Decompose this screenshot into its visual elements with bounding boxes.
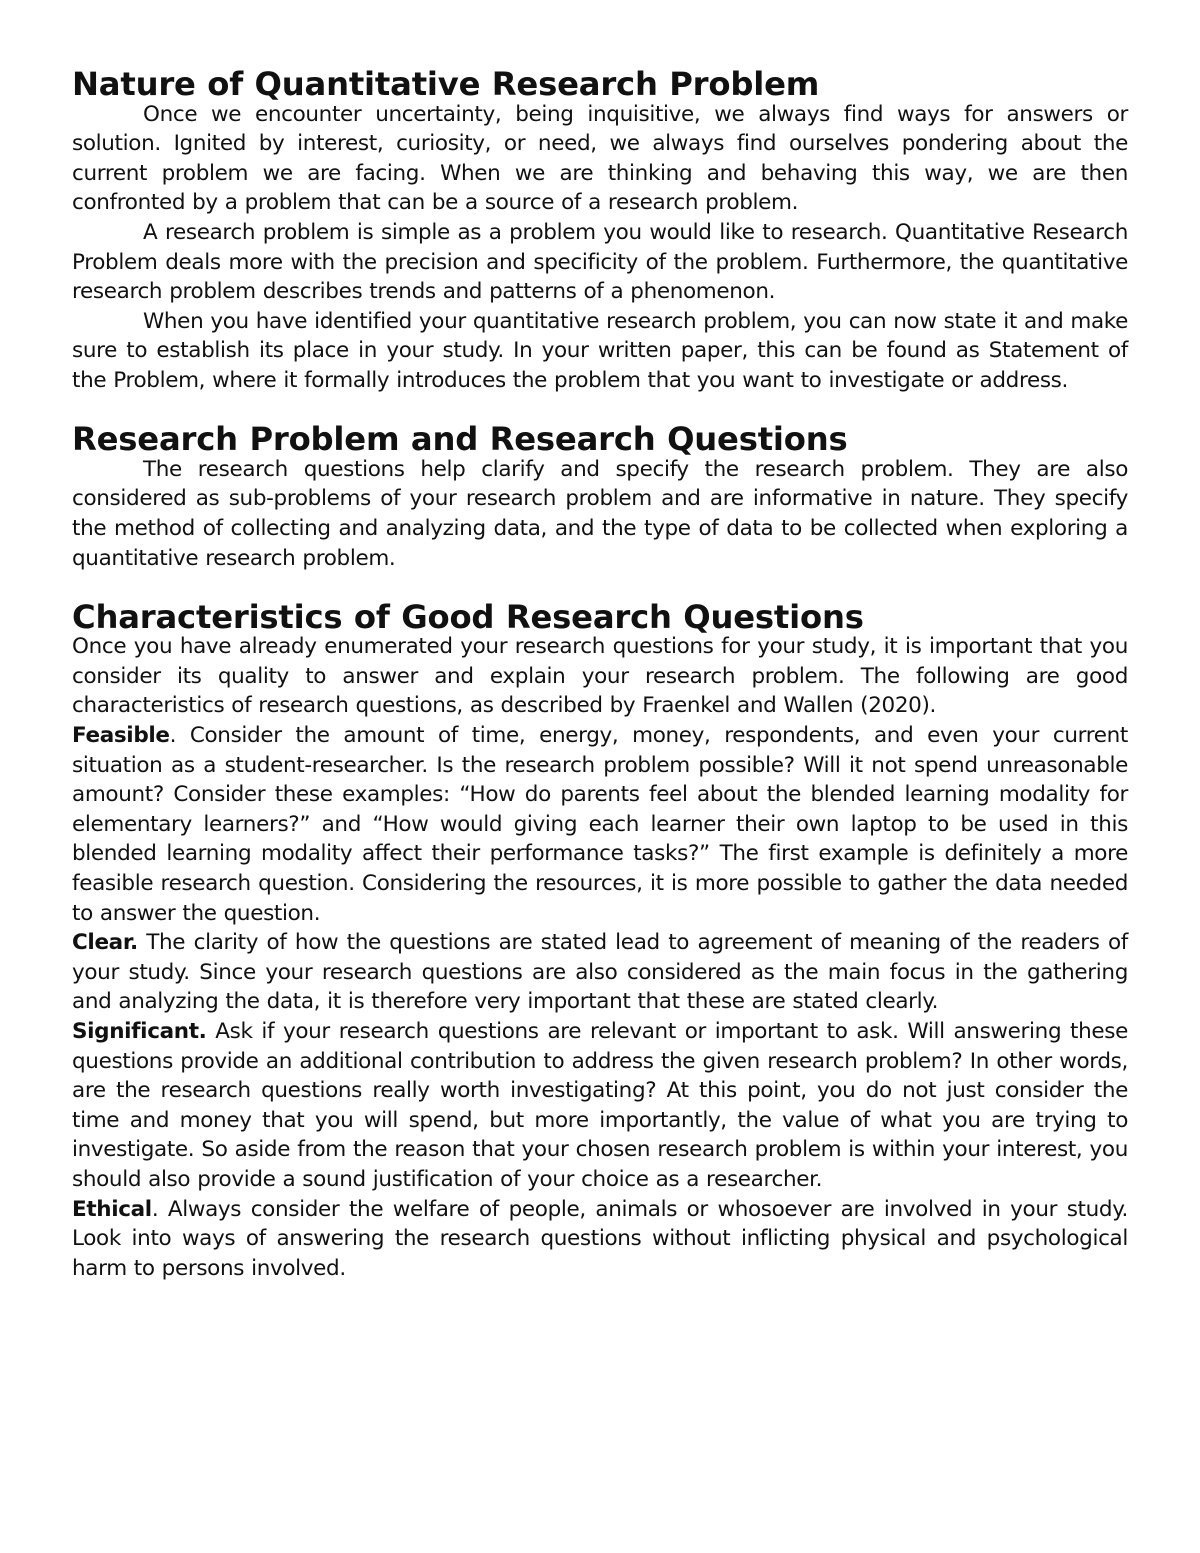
- characteristic-term: Feasible: [72, 723, 170, 749]
- section-heading-nature: Nature of Quantitative Research Problem: [72, 65, 820, 103]
- paragraph: When you have identified your quantitative research problem, you can now state it and make sure to establish its place in your study. In your written paper, this can be found as Statement of the Problem, where it formally introduces the problem that you want to investigate or address.: [72, 308, 1128, 393]
- characteristic-term: Ethical: [72, 1196, 152, 1222]
- characteristic-punct: .: [151, 1196, 159, 1222]
- paragraph: A research problem is simple as a problem you would like to research. Quantitative Research Problem deals more with the precision and specificity of the problem. Furthermore, the quantitative research problem describes trends and patterns of a phenomenon.: [72, 219, 1128, 305]
- characteristic-clear: [72, 928, 1128, 1017]
- characteristic-text: The clarity of how the questions are stated lead to agreement of meaning of the readers of your study. Since your research questions are also considered as the main focus in the gathering and analyzing the data, it is therefore very important that these are stated clearly.: [72, 930, 1128, 1015]
- paragraph: The research questions help clarify and specify the research problem. They are also considered as sub-problems of your research problem and are informative in nature. They specify the method of collecting and analyzing data, and the type of data to be collected when exploring a quantitative research problem.: [72, 456, 1128, 571]
- section-heading-research-questions: Research Problem and Research Questions: [72, 420, 848, 459]
- characteristic-term: Significant.: [72, 1019, 207, 1044]
- document-page: [72, 65, 1128, 1283]
- characteristic-ethical: [72, 1195, 1128, 1284]
- characteristic-feasible: [72, 721, 1128, 928]
- characteristic-text: Ask if your research questions are relevant or important to ask. Will answering these questions provide an additional contribution to address the given research problem? In other words, are the research questions really worth investigating? At this point, you do not just consider the time and money that you will spend, but more importantly, the value of what you are trying to investigate. So aside from the reason that your chosen research problem is within your interest, you should also provide a sound justification of your choice as a researcher.: [72, 1019, 1128, 1192]
- characteristics-intro: Once you have already enumerated your research questions for your study, it is important that you consider its quality to answer and explain your research problem. The following are good characteristics of research questions, as described by Fraenkel and Wallen (2020).: [72, 634, 1128, 719]
- characteristic-text: Consider the amount of time, energy, money, respondents, and even your current situation as a student-researcher. Is the research problem possible? Will it not spend unreasonable amount? Consider these examples: “How do parents feel about the blended learning modality for elementary learners?” and “How would giving each learner their own laptop to be used in this blended learning modality affect their performance tasks?” The first example is definitely a more feasible research question. Considering the resources, it is more possible to gather the data needed to answer the question.: [72, 723, 1128, 926]
- characteristic-significant: [72, 1017, 1128, 1195]
- paragraph: Once we encounter uncertainty, being inquisitive, we always find ways for answers or solution. Ignited by interest, curiosity, or need, we always find ourselves pondering about the current problem we are facing. When we are thinking and behaving this way, we are then confronted by a problem that can be a source of a research problem.: [72, 101, 1128, 216]
- characteristic-punct: .: [169, 723, 177, 749]
- characteristic-text: Always consider the welfare of people, animals or whosoever are involved in your study. Look into ways of answering the research questions without inflicting physical and psychological harm to persons involved.: [72, 1196, 1128, 1281]
- section-heading-characteristics: Characteristics of Good Research Questions: [72, 597, 864, 636]
- characteristic-term: Clear.: [72, 930, 138, 956]
